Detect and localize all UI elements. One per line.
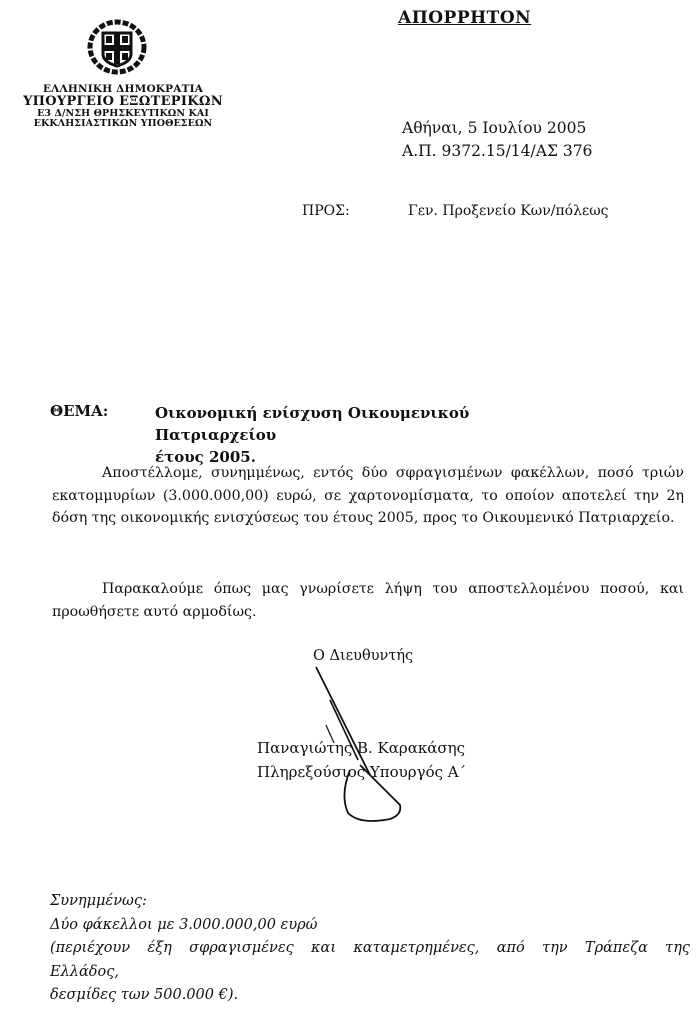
subject-line-2: έτους 2005. — [155, 448, 256, 466]
ministry-line-4: ΕΚΚΛΗΣΙΑΣΤΙΚΩΝ ΥΠΟΘΕΣΕΩΝ — [33, 117, 213, 129]
enclosure-block — [50, 890, 690, 1008]
enclosure-line-2: (περιέχουν έξη σφραγισμένες και καταμετρημένες, από την Τράπεζα της — [50, 940, 690, 956]
enclosure-label: Συνημμένως: — [50, 893, 147, 909]
enclosure-line-3: Ελλάδος, — [50, 963, 119, 980]
signatory-position: Πληρεξούσιος Υπουργός Α΄ — [257, 763, 467, 781]
subject-label: ΘΕΜΑ: — [50, 402, 109, 420]
enclosure-line-4: δεσμίδες των 500.000 €). — [50, 987, 239, 1003]
recipient-label: ΠΡΟΣ: — [302, 203, 350, 219]
ministry-header — [8, 84, 238, 129]
signatory-title: Ο Διευθυντής — [313, 648, 414, 664]
body-paragraph-2-text: Παρακαλούμε όπως μας γνωρίσετε λήψη του αποστελλομένου ποσού, και προωθήσετε αυτό αρμοδίως. — [52, 581, 684, 620]
ministry-line-1: ΕΛΛΗΝΙΚΗ ΔΗΜΟΚΡΑΤΙΑ — [42, 83, 204, 95]
body-paragraph-1 — [52, 462, 684, 530]
date-block — [402, 117, 592, 163]
ministry-line-2: ΥΠΟΥΡΓΕΙΟ ΕΞΩΤΕΡΙΚΩΝ — [23, 94, 223, 110]
subject-line-1: Οικονομική ενίσχυση Οικουμενικού Πατριαρχείου — [155, 404, 470, 444]
signatory-name: Παναγιώτης Β. Καρακάσης — [257, 739, 465, 757]
enclosure-line-1: Δύο φάκελλοι με 3.000.000,00 ευρώ — [50, 916, 318, 933]
ministry-line-3: Ε3 Δ/ΝΣΗ ΘΡΗΣΚΕΥΤΙΚΩΝ ΚΑΙ — [37, 107, 209, 119]
classification-stamp: ΑΠΟΡΡΗΤΟΝ — [398, 8, 532, 28]
document-date: Αθήναι, 5 Ιουλίου 2005 — [402, 119, 587, 137]
body-paragraph-2 — [52, 578, 684, 623]
signatory-block — [257, 736, 466, 784]
body-paragraph-1-text: Αποστέλλομε, συνημμένως, εντός δύο σφραγισμένων φακέλλων, ποσό τριών εκατομμυρίων (3.000.000,00) ευρώ, σε χαρτονομίσματα, το οποίον αποτελεί την 2η δόση της οικονομικής ενισχύσεως του έτους 2005, προς το Οικουμενικό Πατριαρχείο. — [52, 465, 684, 526]
greek-coat-of-arms-icon — [86, 18, 148, 76]
protocol-number: Α.Π. 9372.15/14/ΑΣ 376 — [402, 142, 593, 160]
recipient-value: Γεν. Προξενείο Κων/πόλεως — [408, 203, 609, 219]
subject-text — [155, 402, 575, 468]
